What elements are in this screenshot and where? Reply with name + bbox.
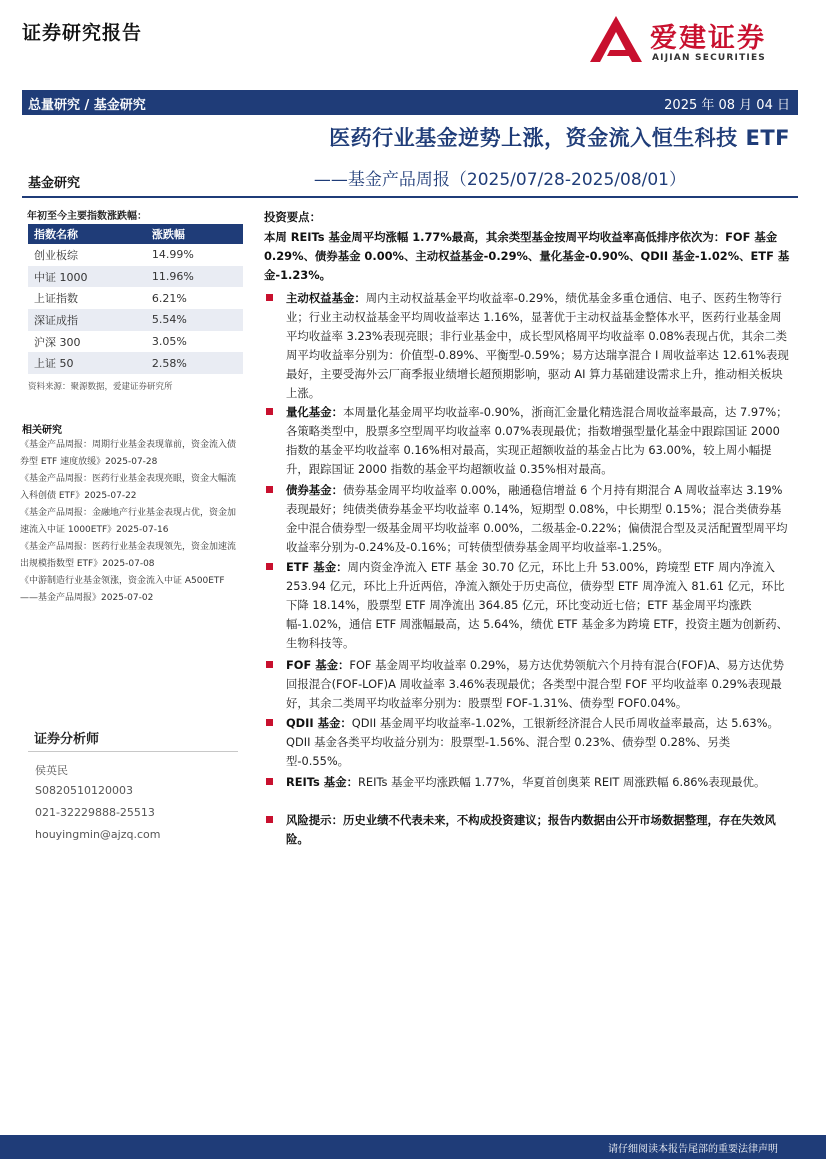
related-report-link[interactable]: 《中游制造行业基金领涨，资金流入中证 A500ETF——基金产品周报》2025-07-02 <box>20 576 225 603</box>
analyst-phone: 021-32229888-25513 <box>35 806 155 819</box>
bullet-text: 周内资金净流入 ETF 基金 30.70 亿元，环比上升 53.00%，跨境型 ETF 周内净流入 253.94 亿元，环比上升近两倍，净流入额处于历史高位，债券型 ETF 周净流入 81.61 亿元，环比下降 18.14%，股票型 ETF 周净流出 364.85 亿元，环比变动近七倍；ETF 基金周平均涨跌幅-1.02%，通信 ETF 周涨幅最高，达 5.64%，绩优 ETF 基金多为跨境 ETF，投资主题为创新药、生物科技等。 <box>286 560 789 650</box>
bullet-text: 债券基金周平均收益率 0.00%，融通稳信增益 6 个月持有期混合 A 周收益率达 3.19%表现最好；纯债类债券基金平均收益率 0.14%，短期型 0.08%，中长期型 0.15%；混合类债券基金中混合债券型一级基金周平均收益率 0.00%，二级基金-0.22%；偏债混合型及灵活配置型周平均收益率分别为-0.24%及-0.16%；可转债型债券基金周平均收益率-1.25%。 <box>286 483 788 554</box>
related-report-link[interactable]: 《基金产品周报：周期行业基金表现靠前，资金流入债券型 ETF 速度放缓》2025-07-28 <box>20 440 237 467</box>
investment-summary: 本周 REITs 基金周平均涨幅 1.77%最高，其余类型基金按周平均收益率高低排序依次为：FOF 基金 0.29%、债券基金 0.00%、主动权益基金-0.29%、量化基金-0.90%、QDII 基金-1.02%、ETF 基金-1.23%。 <box>264 230 790 282</box>
bullet-text: REITs 基金平均涨跌幅 1.77%，华夏首创奥莱 REIT 周涨跌幅 6.86%表现最优。 <box>357 775 766 789</box>
table-row <box>28 352 243 374</box>
related-report-link[interactable]: 《基金产品周报：金融地产行业基金表现占优，资金加速流入中证 1000ETF》2025-07-16 <box>20 508 237 535</box>
bullet-label: 量化基金： <box>286 405 343 419</box>
bullet-label: 债券基金： <box>286 483 343 497</box>
index-name: 深证成指 <box>28 309 146 331</box>
related-research-title: 相关研究 <box>22 425 62 436</box>
related-research-list <box>20 437 242 607</box>
index-name: 上证指数 <box>34 292 78 306</box>
bullet-reits <box>264 773 790 792</box>
bullet-text: QDII 基金周平均收益率-1.02%，工银新经济混合人民币周收益率最高，达 5.63%。QDII 基金各类平均收益分别为：股票型-1.56%、混合型 0.23%、债券型 0.28%、另类型-0.55%。 <box>286 716 779 768</box>
bullet-square-icon <box>266 816 273 823</box>
bullet-square-icon <box>266 294 273 301</box>
table-row <box>28 244 243 266</box>
bullet-label: ETF 基金： <box>286 560 348 574</box>
report-date: 2025 年 08 月 04 日 <box>664 98 790 113</box>
analyst-license: S0820510120003 <box>35 784 133 797</box>
table-row <box>28 287 243 309</box>
table-row <box>28 331 243 353</box>
index-name: 沪深 300 <box>34 335 81 349</box>
bullet-active-equity <box>264 289 790 403</box>
table-row <box>28 309 243 331</box>
bullet-text: FOF 基金周平均收益率 0.29%，易方达优势领航六个月持有混合(FOF)A、易方达优势回报混合(FOF-LOF)A 周收益率 3.46%表现最优；各类型中混合型 FOF 平均收益率 0.29%表现最好，其余二类周平均收益率分别为：股票型 FOF-1.31%、债券型 FOF0.04%。 <box>286 658 784 710</box>
bullet-qdii <box>264 714 790 771</box>
bullet-label: REITs 基金： <box>286 775 358 789</box>
report-category: 总量研究 / 基金研究 <box>28 98 146 113</box>
report-title: 医药行业基金逆势上涨，资金流入恒生科技 ETF <box>329 126 790 150</box>
legal-notice[interactable]: 请仔细阅读本报告尾部的重要法律声明 <box>608 1144 778 1155</box>
bullet-square-icon <box>266 778 273 785</box>
risk-text: 风险提示：历史业绩不代表未来，不构成投资建议；报告内数据由公开市场数据整理，存在失效风险。 <box>286 813 776 846</box>
index-name: 上证 50 <box>28 352 146 374</box>
bullet-text: 本周量化基金周平均收益率-0.90%，浙商汇金量化精选混合周收益率最高，达 7.97%；各策略类型中，股票多空型周平均收益率 0.07%表现最优；指数增强型量化基金中跟踪国证 2000 指数的基金平均收益率 0.16%相对最高，实现正超额收益的基金占比为 63.00%，较上周小幅提升，跟踪国证 2000 指数的基金平均超额收益 0.35%相对最高。 <box>286 405 788 476</box>
header-bar <box>22 90 798 115</box>
bullet-label: FOF 基金： <box>286 658 350 672</box>
section-label: 基金研究 <box>28 176 81 191</box>
risk-warning <box>264 811 790 849</box>
index-table-caption: 年初至今主要指数涨跌幅： <box>27 211 147 222</box>
analyst-section-title: 证券分析师 <box>34 732 100 747</box>
document-type-label: 证券研究报告 <box>22 22 143 44</box>
column-header: 指数名称 <box>28 224 146 244</box>
logo-mark-icon <box>588 14 644 64</box>
table-header-row <box>28 224 243 244</box>
index-performance-table <box>28 224 243 374</box>
company-logo <box>588 12 798 68</box>
bullet-square-icon <box>266 408 273 415</box>
analyst-name: 侯英民 <box>35 764 68 777</box>
bullet-etf <box>264 558 790 653</box>
index-change: 2.58% <box>146 352 243 374</box>
bullet-fof <box>264 656 790 713</box>
index-name: 创业板综 <box>34 248 78 262</box>
investment-points-heading: 投资要点： <box>264 210 321 224</box>
bullet-label: QDII 基金： <box>286 716 352 730</box>
bullet-square-icon <box>266 719 273 726</box>
logo-english-name: AIJIAN SECURITIES <box>652 53 766 63</box>
table-row <box>28 266 243 288</box>
index-change: 5.54% <box>146 309 243 331</box>
bullet-square-icon <box>266 563 273 570</box>
index-change: 6.21% <box>151 291 187 305</box>
bullet-label: 主动权益基金： <box>286 291 366 305</box>
column-header: 涨跌幅 <box>146 224 243 244</box>
logo-chinese-name: 爱建证券 <box>650 23 766 54</box>
bullet-square-icon <box>266 661 273 668</box>
analyst-email[interactable]: houyingmin@ajzq.com <box>35 828 161 841</box>
bullet-square-icon <box>266 486 273 493</box>
analyst-divider <box>28 751 238 752</box>
index-name: 中证 1000 <box>28 266 146 288</box>
index-change: 3.05% <box>151 335 187 349</box>
report-subtitle: ——基金产品周报（2025/07/28-2025/08/01） <box>313 170 686 190</box>
related-report-link[interactable]: 《基金产品周报：医药行业基金表现亮眼，资金大幅流入科创债 ETF》2025-07-22 <box>20 474 237 501</box>
footer-bar <box>0 1135 826 1159</box>
bullet-text: 周内主动权益基金平均收益率-0.29%，绩优基金多重仓通信、电子、医药生物等行业；行业主动权益基金平均周收益率达 1.16%，显著优于主动权益基金整体水平，医药行业基金周平均收益率 3.23%表现亮眼；非行业基金中，成长型风格周平均收益率 0.08%表现占优，其余二类周平均收益率分别为：价值型-0.89%、平衡型-0.59%；易方达瑞享混合 I 周收益率达 12.61%表现最好，主要受海外云厂商季报业绩增长超预期影响，驱动 AI 算力基础建设需求上升，推动相关板块上涨。 <box>286 291 789 400</box>
title-divider <box>22 196 798 198</box>
index-change: 11.96% <box>146 266 243 288</box>
related-report-link[interactable]: 《基金产品周报：医药行业基金表现领先，资金加速流出规模指数型 ETF》2025-07-08 <box>20 542 237 569</box>
bullet-quant <box>264 403 790 479</box>
index-change: 14.99% <box>151 248 194 262</box>
bullet-bond <box>264 481 790 557</box>
table-source-note: 资料来源：聚源数据，爱建证券研究所 <box>28 382 173 392</box>
